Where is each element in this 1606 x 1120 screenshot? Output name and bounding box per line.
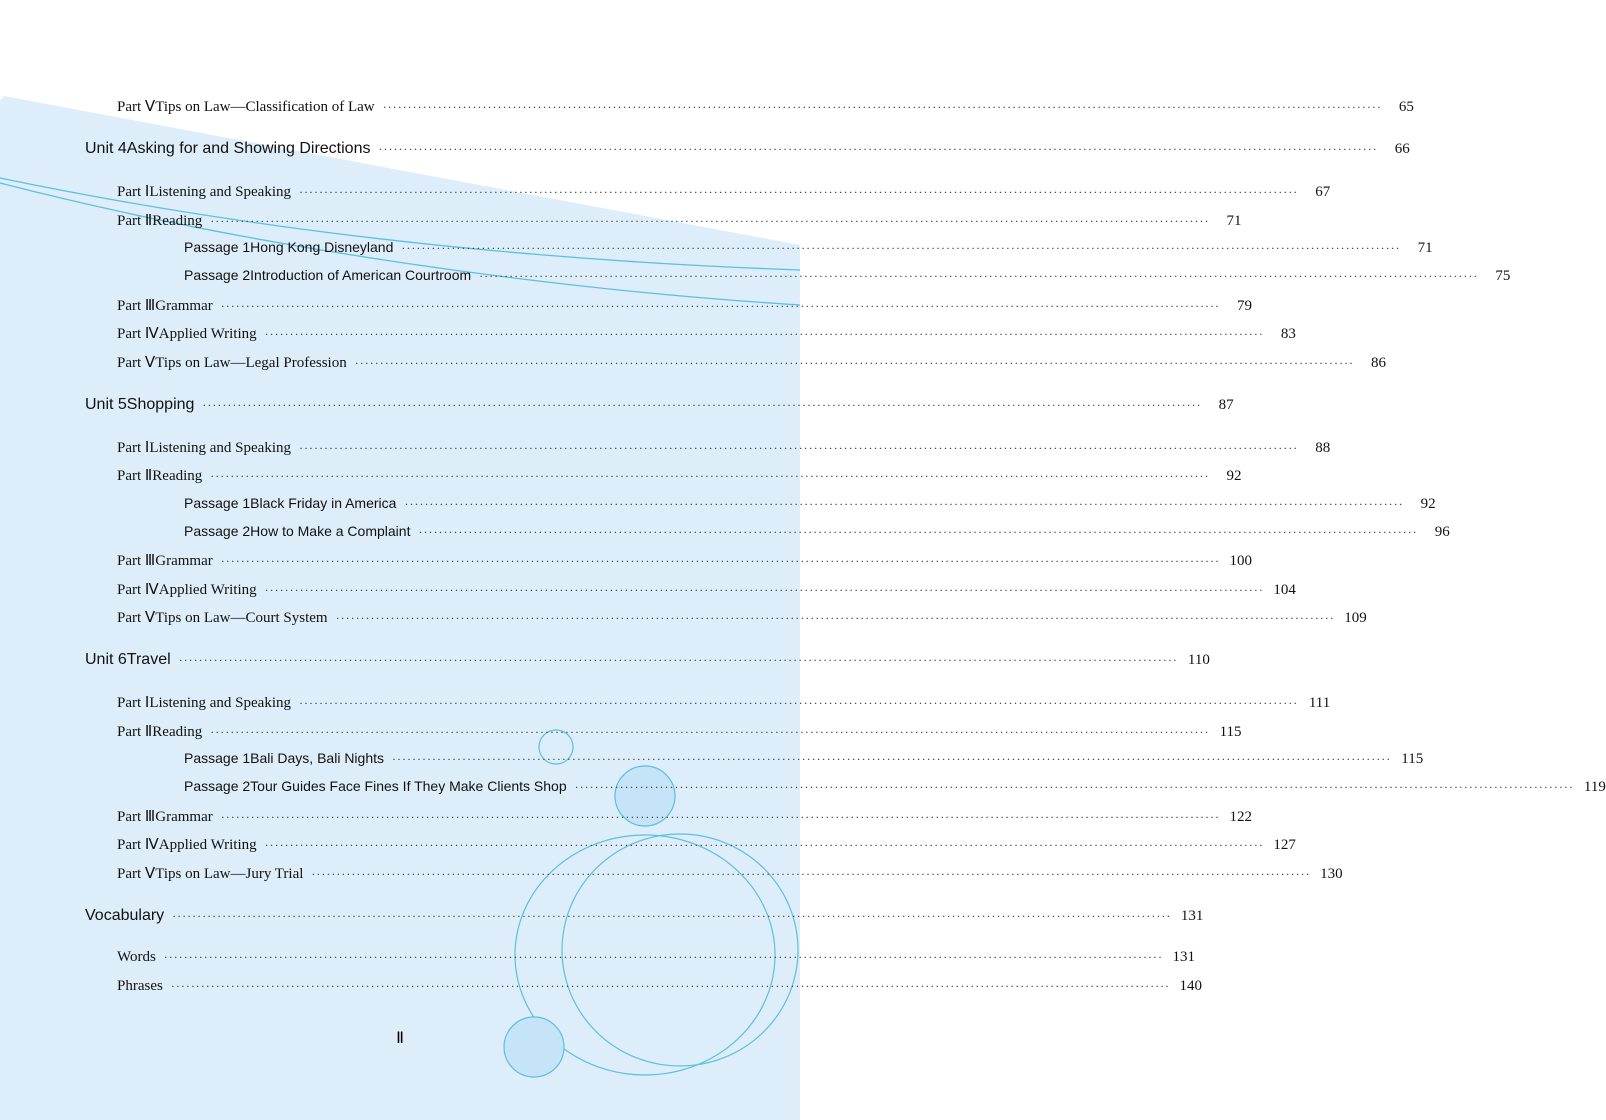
- entry-page-number: 75: [1495, 268, 1511, 284]
- entry-page-number: 96: [1434, 524, 1450, 540]
- entry-title: Bali Days, Bali Nights: [250, 750, 384, 766]
- dot-leader: ········································································································································································································: [210, 725, 1210, 739]
- entry-title: Tour Guides Face Fines If They Make Clients Shop: [250, 778, 567, 794]
- page-number-folio: Ⅱ: [396, 1030, 404, 1047]
- entry-label: Unit 4: [85, 140, 127, 157]
- entry-label: Part Ⅴ: [117, 610, 156, 626]
- entry-label: Unit 5: [85, 396, 127, 413]
- dot-leader: ········································································································································································································: [354, 356, 1354, 370]
- entry-page-number: 104: [1273, 582, 1296, 598]
- entry-label: Part Ⅳ: [117, 837, 159, 853]
- entry-title: Hong Kong Disneyland: [250, 239, 394, 255]
- entry-page-number: 127: [1273, 837, 1296, 853]
- entry-page-number: 131: [1180, 908, 1204, 924]
- entry-label: Part Ⅲ: [117, 298, 156, 314]
- entry-title: Words: [117, 949, 156, 965]
- entry-title: Grammar: [155, 298, 213, 314]
- dot-leader: ········································································································································································································: [335, 611, 1335, 625]
- toc-entry-part: [117, 551, 1252, 573]
- entry-page-number: 87: [1218, 397, 1234, 413]
- toc-entry-part: [117, 438, 1331, 460]
- toc-entry-unit: [85, 140, 1410, 162]
- toc-entry-part: [117, 211, 1242, 233]
- entry-label: Part Ⅱ: [117, 724, 153, 740]
- dot-leader: ········································································································································································································: [574, 780, 1574, 794]
- entry-page-number: 92: [1226, 468, 1242, 484]
- entry-page-number: 79: [1236, 298, 1252, 314]
- entry-title: Introduction of American Courtroom: [250, 267, 472, 283]
- toc-entry-unit: [85, 396, 1234, 418]
- entry-title: Grammar: [155, 809, 213, 825]
- toc-entry-passage: [184, 750, 1424, 772]
- toc-entry-passage: [184, 523, 1450, 545]
- entry-title: Tips on Law—Court System: [155, 610, 328, 626]
- entry-page-number: 109: [1344, 610, 1367, 626]
- toc-entry-unit: [85, 651, 1210, 673]
- filled-circle-lower: [504, 1017, 564, 1077]
- toc-entry-part: [117, 693, 1331, 715]
- toc-entry-part: [117, 97, 1414, 119]
- entry-title: Applied Writing: [158, 582, 257, 598]
- dot-leader: ········································································································································································································: [264, 838, 1264, 852]
- entry-label: Passage 1: [184, 750, 251, 766]
- dot-leader: ········································································································································································································: [299, 441, 1299, 455]
- entry-title: Reading: [152, 468, 203, 484]
- dot-leader: ········································································································································································································: [264, 583, 1264, 597]
- entry-page-number: 92: [1420, 496, 1436, 512]
- entry-label: Part Ⅰ: [117, 695, 150, 711]
- toc-entry-part: [117, 722, 1242, 744]
- entry-label: Passage 1: [184, 495, 251, 511]
- entry-label: Part Ⅰ: [117, 184, 150, 200]
- toc-entry-passage: [184, 778, 1606, 800]
- entry-title: Listening and Speaking: [149, 440, 291, 456]
- dot-leader: ········································································································································································································: [210, 214, 1210, 228]
- entry-title: Black Friday in America: [250, 495, 397, 511]
- entry-page-number: 131: [1172, 949, 1196, 965]
- entry-title: Phrases: [117, 978, 163, 994]
- entry-page-number: 67: [1315, 184, 1331, 200]
- dot-leader: ········································································································································································································: [382, 100, 1382, 114]
- entry-title: Applied Writing: [158, 326, 257, 342]
- entry-title: Reading: [152, 213, 203, 229]
- entry-label: Part Ⅱ: [117, 213, 153, 229]
- toc-entry-part: [117, 466, 1242, 488]
- entry-label: Passage 2: [184, 267, 251, 283]
- entry-page-number: 119: [1583, 779, 1606, 795]
- entry-page-number: 140: [1179, 978, 1203, 994]
- toc-entry-part: [117, 807, 1252, 829]
- entry-title: Tips on Law—Classification of Law: [155, 99, 375, 115]
- entry-title: Listening and Speaking: [149, 184, 291, 200]
- entry-label: Part Ⅱ: [117, 468, 153, 484]
- toc-entry-part: [117, 296, 1252, 318]
- entry-title: Asking for and Showing Directions: [126, 140, 371, 157]
- entry-label: Part Ⅴ: [117, 355, 156, 371]
- entry-label: Part Ⅲ: [117, 809, 156, 825]
- entry-label: Unit 6: [85, 651, 127, 668]
- dot-leader: ········································································································································································································: [170, 979, 1171, 993]
- entry-page-number: 71: [1417, 240, 1433, 256]
- dot-leader: ········································································································································································································: [392, 752, 1392, 766]
- dot-leader: ········································································································································································································: [311, 867, 1311, 881]
- toc-entry-sub: [117, 949, 1196, 971]
- dot-leader: ········································································································································································································: [163, 950, 1164, 964]
- entry-label: Passage 2: [184, 523, 251, 539]
- entry-title: Grammar: [155, 553, 213, 569]
- entry-title: Shopping: [126, 396, 195, 413]
- dot-leader: ········································································································································································································: [220, 810, 1220, 824]
- dot-leader: ········································································································································································································: [202, 398, 1202, 412]
- entry-page-number: 71: [1226, 213, 1242, 229]
- dot-leader: ········································································································································································································: [220, 299, 1220, 313]
- dot-leader: ········································································································································································································: [210, 469, 1210, 483]
- entry-title: Vocabulary: [85, 907, 165, 924]
- toc-entry-unit: [85, 907, 1204, 929]
- entry-page-number: 130: [1320, 866, 1343, 882]
- entry-label: Part Ⅴ: [117, 99, 156, 115]
- entry-page-number: 122: [1229, 809, 1252, 825]
- dot-leader: ········································································································································································································: [418, 525, 1418, 539]
- toc-entry-part: [117, 353, 1386, 375]
- dot-leader: ········································································································································································································: [220, 554, 1220, 568]
- entry-label: Passage 1: [184, 239, 251, 255]
- entry-label: Passage 2: [184, 778, 251, 794]
- dot-leader: ········································································································································································································: [401, 241, 1401, 255]
- toc-entry-passage: [184, 267, 1511, 289]
- entry-page-number: 115: [1401, 751, 1424, 767]
- toc-entry-passage: [184, 495, 1436, 517]
- entry-title: Tips on Law—Jury Trial: [155, 866, 304, 882]
- entry-page-number: 65: [1398, 99, 1414, 115]
- entry-title: Applied Writing: [158, 837, 257, 853]
- entry-page-number: 110: [1187, 652, 1210, 668]
- entry-page-number: 86: [1370, 355, 1386, 371]
- entry-title: Listening and Speaking: [149, 695, 291, 711]
- entry-title: How to Make a Complaint: [250, 523, 411, 539]
- entry-page-number: 111: [1308, 695, 1331, 711]
- dot-leader: ········································································································································································································: [378, 142, 1378, 156]
- dot-leader: ········································································································································································································: [404, 497, 1404, 511]
- toc-entry-part: [117, 324, 1296, 346]
- dot-leader: ········································································································································································································: [172, 909, 1172, 923]
- entry-title: Travel: [126, 651, 171, 668]
- dot-leader: ········································································································································································································: [299, 185, 1299, 199]
- entry-title: Tips on Law—Legal Profession: [155, 355, 347, 371]
- entry-page-number: 115: [1219, 724, 1242, 740]
- toc-entry-part: [117, 835, 1296, 857]
- toc-entry-sub: [117, 978, 1203, 1000]
- entry-title: Reading: [152, 724, 203, 740]
- toc-entry-part: [117, 182, 1331, 204]
- entry-label: Part Ⅲ: [117, 553, 156, 569]
- entry-page-number: 66: [1394, 141, 1410, 157]
- entry-label: Part Ⅳ: [117, 326, 159, 342]
- entry-page-number: 100: [1229, 553, 1252, 569]
- dot-leader: ········································································································································································································: [264, 327, 1264, 341]
- entry-label: Part Ⅳ: [117, 582, 159, 598]
- toc-entry-passage: [184, 239, 1433, 261]
- entry-page-number: 88: [1315, 440, 1331, 456]
- toc-entry-part: [117, 864, 1343, 886]
- toc-entry-part: [117, 608, 1367, 630]
- entry-label: Part Ⅰ: [117, 440, 150, 456]
- dot-leader: ········································································································································································································: [479, 269, 1479, 283]
- toc-entry-part: [117, 580, 1296, 602]
- entry-page-number: 83: [1280, 326, 1296, 342]
- dot-leader: ········································································································································································································: [299, 696, 1299, 710]
- entry-label: Part Ⅴ: [117, 866, 156, 882]
- dot-leader: ········································································································································································································: [178, 653, 1178, 667]
